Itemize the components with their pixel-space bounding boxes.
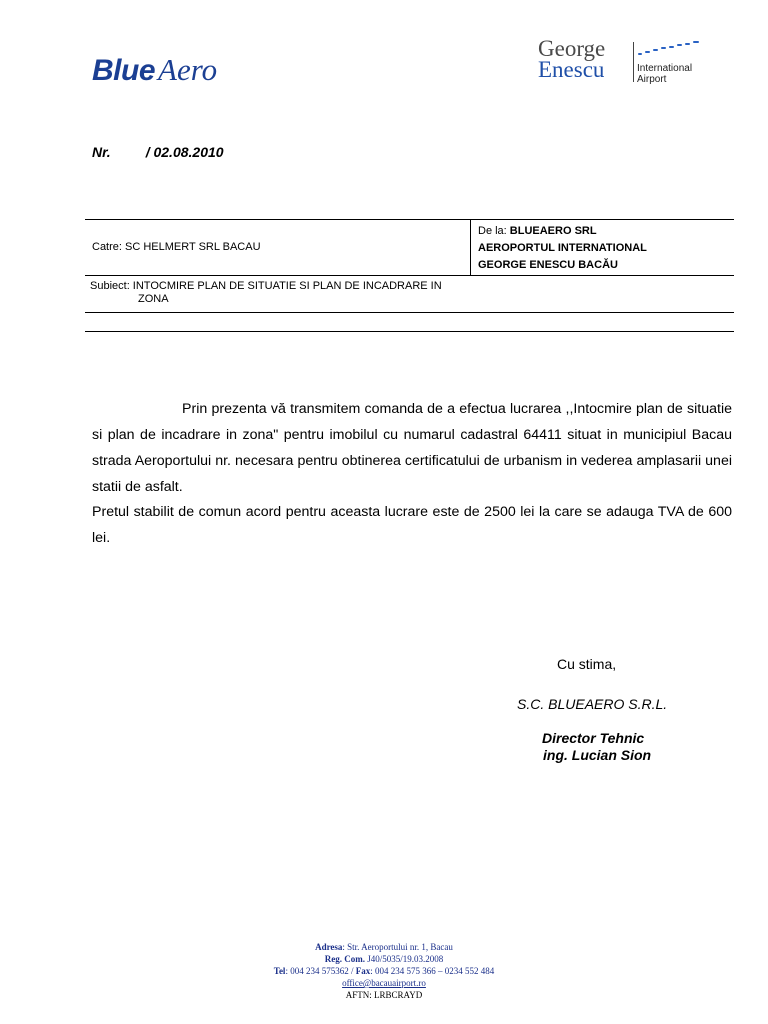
- airport-logo-dots-icon: [635, 38, 703, 60]
- sender-block: [478, 223, 647, 274]
- table-rule: [85, 275, 734, 276]
- footer-registration: Reg. Com. J40/5035/19.03.2008: [324, 954, 444, 964]
- table-bottom-rule: [85, 331, 734, 332]
- airport-logo-subtitle: International Airport: [637, 63, 693, 85]
- sender-label: De la:: [478, 225, 510, 237]
- document-number: Nr. / 02.08.2010: [92, 144, 224, 160]
- signatory-title: Director Tehnic: [542, 730, 645, 746]
- airport-logo-name: George Enescu: [538, 36, 606, 82]
- closing: Cu stima,: [557, 656, 617, 672]
- footer: [214, 941, 554, 1001]
- sender-line-2: AEROPORTUL INTERNATIONAL: [478, 242, 647, 254]
- footer-phone: Tel: 004 234 575362 / Fax: 004 234 575 366 – 0234 552 484: [273, 966, 495, 976]
- signatory: [542, 730, 651, 764]
- table-rule: [85, 312, 734, 313]
- recipient: Catre: SC HELMERT SRL BACAU: [92, 241, 261, 253]
- airport-logo-divider: [633, 42, 634, 82]
- george-enescu-airport-logo: [538, 38, 708, 88]
- footer-address: Adresa: Str. Aeroportului nr. 1, Bacau: [315, 942, 453, 952]
- logo-aero-text: Aero: [158, 52, 218, 87]
- signatory-name: ing. Lucian Sion: [543, 747, 652, 763]
- blueaero-logo: [92, 52, 217, 88]
- sender-company: BLUEAERO SRL: [509, 225, 597, 237]
- footer-aftn: AFTN: LRBCRAYD: [345, 990, 423, 1000]
- table-top-rule: [85, 219, 734, 220]
- subject: Subiect: INTOCMIRE PLAN DE SITUATIE SI PLAN DE INCADRARE IN ZONA: [90, 280, 442, 305]
- company-signature: S.C. BLUEAERO S.R.L.: [517, 696, 668, 712]
- body-paragraph-1: Prin prezenta vă transmitem comanda de a efectua lucrarea ,,Intocmire plan de situatie si plan de incadrare in zona" pentru imobilul cu numarul cadastral 64411 situat in municipiul Bacau strada Aeroportului nr. necesara pentru obtinerea certificatului de urbanism in vederea amplasarii unei statii de asfalt.: [92, 401, 732, 495]
- sender-line-3: GEORGE ENESCU BACĂU: [478, 259, 618, 271]
- logo-blue-text: Blue: [92, 54, 156, 87]
- table-column-divider: [470, 219, 471, 275]
- body-paragraph-2: Pretul stabilit de comun acord pentru aceasta lucrare este de 2500 lei la care se adauga TVA de 600 lei.: [92, 504, 732, 546]
- footer-email-link[interactable]: office@bacauairport.ro: [342, 978, 426, 988]
